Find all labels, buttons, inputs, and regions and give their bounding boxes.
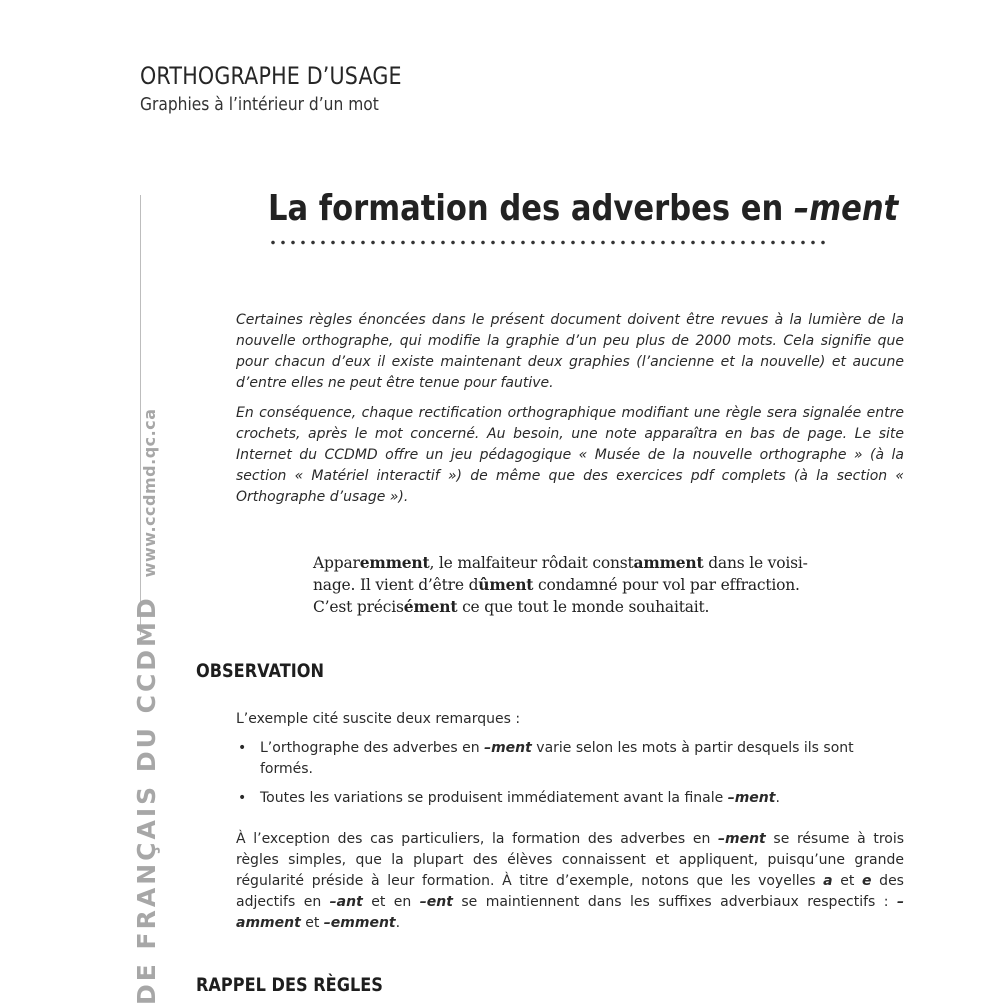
rappel-heading: RAPPEL DES RÈGLES bbox=[196, 974, 383, 996]
intro-paragraph-2: En conséquence, chaque rectification orthographique modifiant une règle sera signalée entre crochets, après le mot concerné. Au besoin, une note apparaîtra en bas de page. Le site Internet du CCDMD offre un jeu pédagogique « Musée de la nouvelle orthographe » (à la section « Matériel interactif ») de même que des exercices pdf complets (à la section « Orthographe d’usage »). bbox=[236, 403, 904, 508]
sidebar-brand: DE FRANÇAIS DU CCDMD bbox=[132, 595, 161, 1005]
sidebar-url: www.ccdmd.qc.ca bbox=[140, 409, 159, 578]
observation-heading: OBSERVATION bbox=[196, 660, 324, 682]
list-item: • Toutes les variations se produisent immédiatement avant la finale –ment. bbox=[236, 788, 904, 809]
example-line-2: nage. Il vient d’être dûment condamné pour vol par effraction. bbox=[313, 574, 813, 596]
intro-notice bbox=[236, 310, 904, 517]
observation-body bbox=[236, 709, 904, 817]
observation-paragraph bbox=[236, 829, 904, 934]
title-suffix: –ment bbox=[794, 188, 898, 229]
intro-paragraph-1: Certaines règles énoncées dans le présent document doivent être revues à la lumière de la nouvelle orthographe, qui modifie la graphie d’un peu plus de 2000 mots. Cela signifie que pour chacun d’eux il existe maintenant deux graphies (l’ancienne et la nouvelle) et aucune d’entre elles ne peut être tenue pour fautive. bbox=[236, 310, 904, 394]
sidebar-vertical-text bbox=[132, 409, 161, 1005]
document-title bbox=[268, 188, 898, 229]
example-line-3: C’est précisément ce que tout le monde souhaitait. bbox=[313, 596, 813, 618]
example-text bbox=[313, 552, 813, 618]
title-main: La formation des adverbes en bbox=[268, 188, 794, 229]
section-title: ORTHOGRAPHE D’USAGE bbox=[140, 62, 402, 90]
list-item: • L’orthographe des adverbes en –ment varie selon les mots à partir desquels ils sont formés. bbox=[236, 738, 904, 780]
section-subtitle: Graphies à l’intérieur d’un mot bbox=[140, 94, 379, 115]
dotted-divider bbox=[268, 240, 830, 245]
observation-lead: L’exemple cité suscite deux remarques : bbox=[236, 709, 904, 730]
observation-list bbox=[236, 738, 904, 809]
example-line-1: Apparemment, le malfaiteur rôdait constamment dans le voisi- bbox=[313, 552, 813, 574]
rules-intro-paragraph: À l’exception des cas particuliers, la formation des adverbes en –ment se résume à trois règles simples, que la plupart des élèves connaissent et appliquent, puisqu’une grande régularité préside à leur formation. À titre d’exemple, notons que les voyelles a et e des adjectifs en –ant et en –ent se maintiennent dans les suffixes adverbiaux respectifs : –amment et –emment. bbox=[236, 829, 904, 934]
